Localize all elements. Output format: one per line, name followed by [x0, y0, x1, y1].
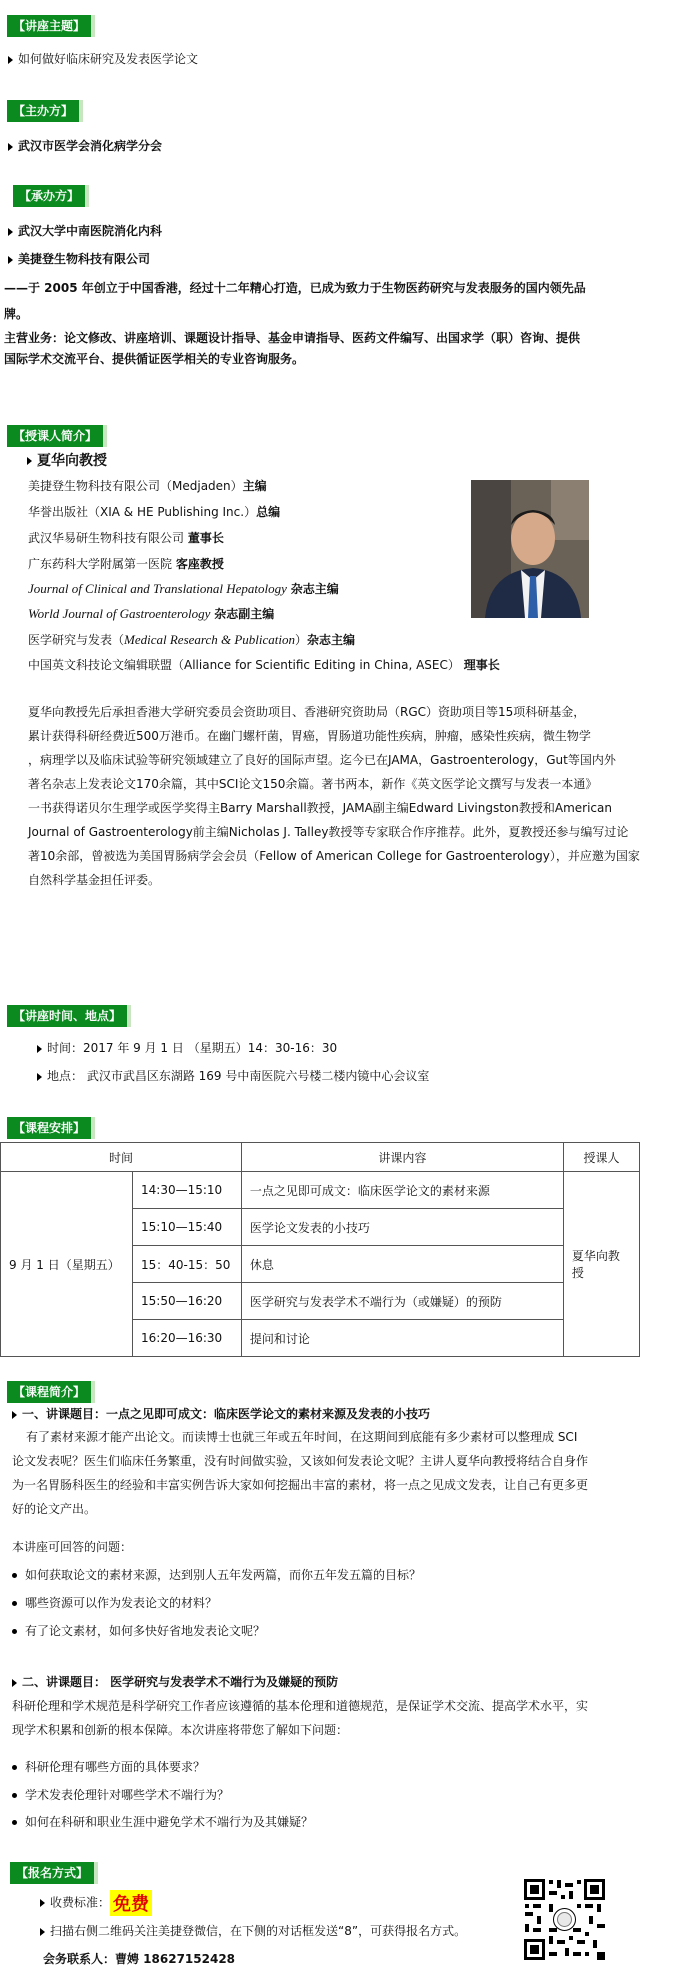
topic-title: 如何做好临床研究及发表医学论文 — [8, 50, 198, 67]
lecturer-role-1: 美捷登生物科技有限公司（Medjaden）主编 — [28, 479, 267, 493]
fee-value: 免费 — [110, 1890, 152, 1916]
triangle-bullet-icon — [27, 457, 32, 465]
row-time: 15:10—15:40 — [133, 1209, 242, 1246]
qr-code-icon — [522, 1877, 607, 1962]
intro-questions-label: 本讲座可回答的问题： — [12, 1540, 133, 1554]
header-time: 时间 — [1, 1143, 242, 1172]
triangle-bullet-icon — [8, 256, 13, 264]
lecture-time: 时间：2017 年 9 月 1 日 （星期五）14：30-16：30 — [37, 1039, 337, 1056]
row-content: 医学论文发表的小技巧 — [241, 1209, 563, 1246]
list-item: 哪些资源可以作为发表论文的材料？ — [12, 1594, 217, 1611]
lecturer-role-4: 广东药科大学附属第一医院 客座教授 — [28, 557, 224, 571]
host-name: 武汉市医学会消化病学分会 — [8, 137, 162, 154]
section-badge-timeplace: 【讲座时间、地点】 — [7, 1005, 131, 1027]
row-content: 一点之见即可成文：临床医学论文的素材来源 — [241, 1172, 563, 1209]
triangle-bullet-icon — [37, 1045, 42, 1053]
intro-paragraph-1: 有了素材来源才能产出论文。而读博士也就三年或五年时间，在这期间到底能有多少素材可以整理成 SCI 论文发表呢？医生们临床任务繁重，没有时间做实验，又该如何发表论文呢？主讲人夏华向教授将结合自身作 为一名胃肠科医生的经验和丰富实例告诉大家如何挖掘出丰富的素材，将一点之见成文发表，让自己有更多更 好的论文产出。 — [12, 1430, 589, 1516]
section-badge-topic: 【讲座主题】 — [7, 15, 95, 37]
section-badge-host: 【主办方】 — [7, 100, 83, 122]
lecturer-role-6: World Journal of Gastroenterology 杂志副主编 — [28, 606, 275, 621]
lecture-place: 地点： 武汉市武昌区东湖路 169 号中南医院六号楼二楼内镜中心会议室 — [37, 1067, 429, 1084]
triangle-bullet-icon — [37, 1073, 42, 1081]
row-time: 16:20—16:30 — [133, 1320, 242, 1357]
intro-title-1: 一、讲课题目：一点之见即可成文：临床医学论文的素材来源及发表的小技巧 — [12, 1405, 430, 1422]
triangle-bullet-icon — [8, 143, 13, 151]
triangle-bullet-icon — [40, 1899, 45, 1907]
triangle-bullet-icon — [8, 56, 13, 64]
schedule-speaker: 夏华向教授 — [563, 1172, 639, 1357]
contact-person: 会务联系人：曹娉 18627152428 — [43, 1952, 236, 1966]
list-item: 科研伦理有哪些方面的具体要求？ — [12, 1758, 205, 1775]
organizer-item-1: 武汉大学中南医院消化内科 — [8, 222, 162, 239]
row-content: 休息 — [241, 1246, 563, 1283]
organizer-business-1: 主营业务：论文修改、讲座培训、课题设计指导、基金申请指导、医药文件编写、出国求学（职）咨询、提供 — [4, 331, 581, 345]
list-item: 学术发表伦理针对哪些学术不端行为？ — [12, 1786, 229, 1803]
section-badge-signup: 【报名方式】 — [10, 1862, 98, 1884]
lecturer-role-5: Journal of Clinical and Translational Hepatology 杂志主编 — [28, 581, 339, 596]
list-item: 如何在科研和职业生涯中避免学术不端行为及其嫌疑？ — [12, 1813, 313, 1830]
row-time: 14:30—15:10 — [133, 1172, 242, 1209]
dot-bullet-icon — [12, 1793, 17, 1798]
row-time: 15:50—16:20 — [133, 1283, 242, 1320]
schedule-date: 9 月 1 日（星期五） — [1, 1172, 133, 1357]
triangle-bullet-icon — [40, 1928, 45, 1936]
dot-bullet-icon — [12, 1629, 17, 1634]
section-badge-intro: 【课程简介】 — [7, 1381, 95, 1403]
lecturer-role-3: 武汉华易研生物科技有限公司 董事长 — [28, 531, 224, 545]
lecturer-role-7: 医学研究与发表（Medical Research & Publication）杂志主编 — [28, 632, 356, 647]
intro-paragraph-2: 科研伦理和学术规范是科学研究工作者应该遵循的基本伦理和道德规范，是保证学术交流、提高学术水平，实 现学术积累和创新的根本保障。本次讲座将带您了解如下问题： — [12, 1699, 589, 1737]
organizer-desc-2: 牌。 — [4, 307, 29, 321]
table-row — [1, 1172, 640, 1209]
dot-bullet-icon — [12, 1601, 17, 1606]
header-speaker: 授课人 — [563, 1143, 639, 1172]
dot-bullet-icon — [12, 1765, 17, 1770]
lecturer-bio: 夏华向教授先后承担香港大学研究委员会资助项目、香港研究资助局（RGC）资助项目等15项科研基金， 累计获得科研经费近500万港币。在幽门螺杆菌，胃癌，胃肠道功能性疾病，肿瘤，感染性疾病，微生物学 ，病理学以及临床试验等研究领域建立了良好的国际声望。迄今已在JAMA，Gastroenterology，Gut等国内外 著名杂志上发表论文170余篇，其中SCI论文150余篇。著书两本，新作《英文医学论文撰写与发表一本通》 一书获得诺贝尔生理学或医学奖得主Barry Marshall教授，JAMA副主编Edward Livingston教授和American Journal of Gastroenterology前主编Nicholas J. Talley教授等专家联合作序推荐。此外，夏教授还参与编写过论 著10余部，曾被选为美国胃肠病学会会员（Fellow of American College for Gastroenterology），并应邀为国家 自然科学基金担任评委。 — [28, 705, 640, 887]
lecturer-photo — [471, 480, 589, 618]
row-content: 提问和讨论 — [241, 1320, 563, 1357]
list-item: 有了论文素材，如何多快好省地发表论文呢？ — [12, 1622, 265, 1639]
schedule-header-row — [1, 1143, 640, 1172]
lecturer-name: 夏华向教授 — [27, 450, 107, 470]
lecturer-role-2: 华誉出版社（XIA & HE Publishing Inc.）总编 — [28, 505, 281, 519]
wechat-qr-code[interactable] — [522, 1877, 607, 1962]
intro-title-2: 二、讲课题目： 医学研究与发表学术不端行为及嫌疑的预防 — [12, 1673, 338, 1690]
schedule-table — [0, 1142, 640, 1357]
row-time: 15：40-15：50 — [133, 1246, 242, 1283]
fee-line: 收费标准： 免费 — [40, 1890, 152, 1916]
lecturer-role-8: 中国英文科技论文编辑联盟（Alliance for Scientific Editing in China, ASEC） 理事长 — [28, 658, 500, 672]
dot-bullet-icon — [12, 1820, 17, 1825]
triangle-bullet-icon — [12, 1411, 17, 1419]
list-item: 如何获取论文的素材来源，达到别人五年发两篇，而你五年发五篇的目标？ — [12, 1566, 421, 1583]
triangle-bullet-icon — [12, 1679, 17, 1687]
section-badge-schedule: 【课程安排】 — [7, 1117, 95, 1139]
lecturer-portrait-image — [471, 480, 589, 618]
section-badge-organizer: 【承办方】 — [13, 185, 89, 207]
triangle-bullet-icon — [8, 228, 13, 236]
organizer-item-2: 美捷登生物科技有限公司 — [8, 250, 150, 267]
row-content: 医学研究与发表学术不端行为（或嫌疑）的预防 — [241, 1283, 563, 1320]
section-badge-lecturer: 【授课人简介】 — [7, 425, 107, 447]
dot-bullet-icon — [12, 1573, 17, 1578]
organizer-desc-1: ——于 2005 年创立于中国香港，经过十二年精心打造，已成为致力于生物医药研究与发表服务的国内领先品 — [4, 281, 586, 295]
organizer-business-2: 国际学术交流平台、提供循证医学相关的专业咨询服务。 — [4, 352, 305, 366]
header-content: 讲课内容 — [241, 1143, 563, 1172]
scan-instruction: 扫描右侧二维码关注美捷登微信，在下侧的对话框发送“8”，可获得报名方式。 — [40, 1922, 466, 1939]
